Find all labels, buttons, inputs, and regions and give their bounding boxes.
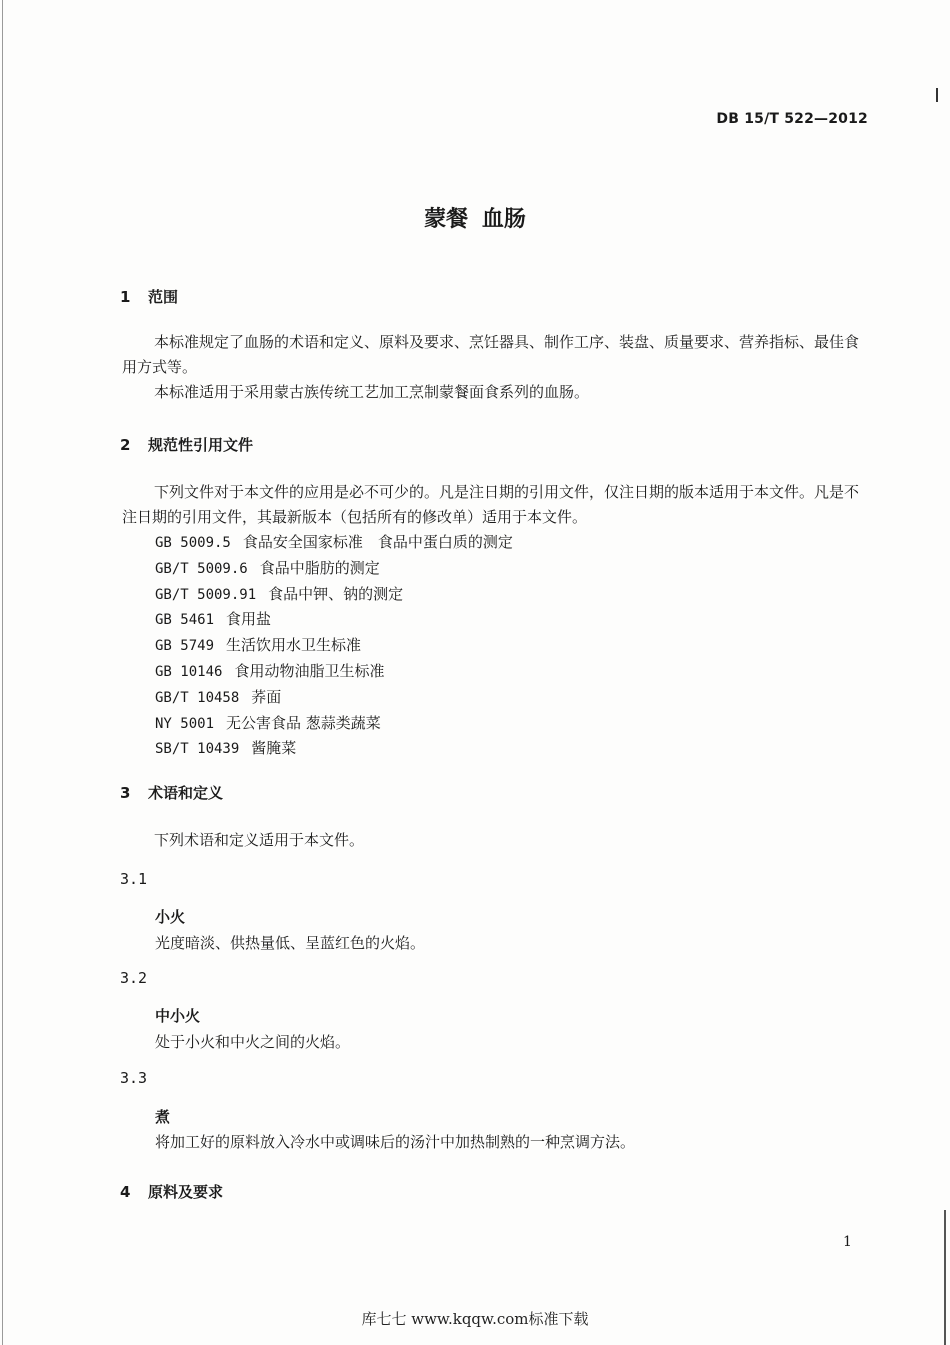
reference-title: 食品中钾、钠的测定 (268, 584, 404, 603)
scan-mark (936, 88, 938, 102)
section-heading-scope (120, 286, 178, 307)
reference-code: GB/T 5009.91 (155, 586, 257, 603)
term-definition: 将加工好的原料放入冷水中或调味后的汤汁中加热制熟的一种烹调方法。 (155, 1133, 636, 1151)
list-item (155, 633, 513, 659)
list-item (155, 556, 513, 582)
paragraph: 下列文件对于本文件的应用是必不可少的。凡是注日期的引用文件，仅注日期的版本适用于本文件。凡是不注日期的引用文件，其最新版本（包括所有的修改单）适用于本文件。 (122, 483, 860, 526)
reference-title: 酱腌菜 (251, 739, 297, 758)
section-number: 3 (120, 784, 131, 802)
term-definition: 光度暗淡、供热量低、呈蓝红色的火焰。 (155, 934, 426, 952)
paragraph: 下列术语和定义适用于本文件。 (154, 831, 365, 849)
clause-number: 3.2 (120, 969, 148, 987)
section-title: 范围 (148, 288, 179, 306)
document-code: DB 15/T 522—2012 (716, 111, 868, 127)
section-number: 2 (120, 436, 131, 454)
reference-title: 食用盐 (226, 610, 272, 629)
paragraph: 本标准规定了血肠的术语和定义、原料及要求、烹饪器具、制作工序、装盘、质量要求、营养指标、最佳食用方式等。 (122, 333, 860, 376)
list-item (155, 736, 513, 762)
clause-number: 3.3 (120, 1069, 148, 1087)
reference-title: 荞面 (251, 687, 282, 706)
document-title: 蒙餐 血肠 (424, 207, 526, 232)
term: 煮 (155, 1108, 171, 1126)
list-item (155, 607, 513, 633)
reference-title: 无公害食品 葱蒜类蔬菜 (226, 713, 381, 732)
reference-code: GB 5749 (155, 638, 215, 655)
reference-title: 生活饮用水卫生标准 (226, 636, 362, 655)
page-number: 1 (843, 1234, 852, 1250)
section-title: 原料及要求 (148, 1183, 224, 1201)
reference-title: 食品安全国家标准 食品中蛋白质的测定 (242, 533, 513, 551)
reference-list (155, 530, 513, 762)
watermark-footer: 库七七 www.kqqw.com标准下载 (361, 1310, 589, 1328)
reference-code: SB/T 10439 (155, 741, 240, 758)
section-number: 4 (120, 1183, 131, 1201)
list-item (155, 711, 513, 737)
reference-title: 食用动物油脂卫生标准 (234, 661, 385, 680)
paragraph: 本标准适用于采用蒙古族传统工艺加工烹制蒙餐面食系列的血肠。 (154, 383, 590, 401)
list-item (155, 685, 513, 711)
list-item (155, 659, 513, 685)
section-heading-normative-references (120, 434, 253, 455)
section-title: 术语和定义 (148, 784, 224, 802)
section-number: 1 (120, 288, 131, 306)
reference-code: GB 10146 (155, 663, 223, 680)
clause-number: 3.1 (120, 870, 148, 888)
list-item (155, 582, 513, 608)
list-item (155, 530, 513, 556)
section-title: 规范性引用文件 (148, 436, 254, 454)
reference-code: GB 5009.5 (155, 535, 231, 551)
reference-code: GB 5461 (155, 612, 215, 629)
section-heading-materials (120, 1181, 223, 1202)
term: 小火 (155, 908, 186, 926)
reference-title: 食品中脂肪的测定 (259, 558, 380, 577)
term-definition: 处于小火和中火之间的火焰。 (155, 1033, 351, 1051)
reference-code: GB/T 5009.6 (155, 560, 248, 577)
term: 中小火 (155, 1007, 201, 1025)
reference-code: NY 5001 (155, 715, 215, 732)
section-heading-terms-definitions (120, 782, 223, 803)
reference-code: GB/T 10458 (155, 689, 240, 706)
